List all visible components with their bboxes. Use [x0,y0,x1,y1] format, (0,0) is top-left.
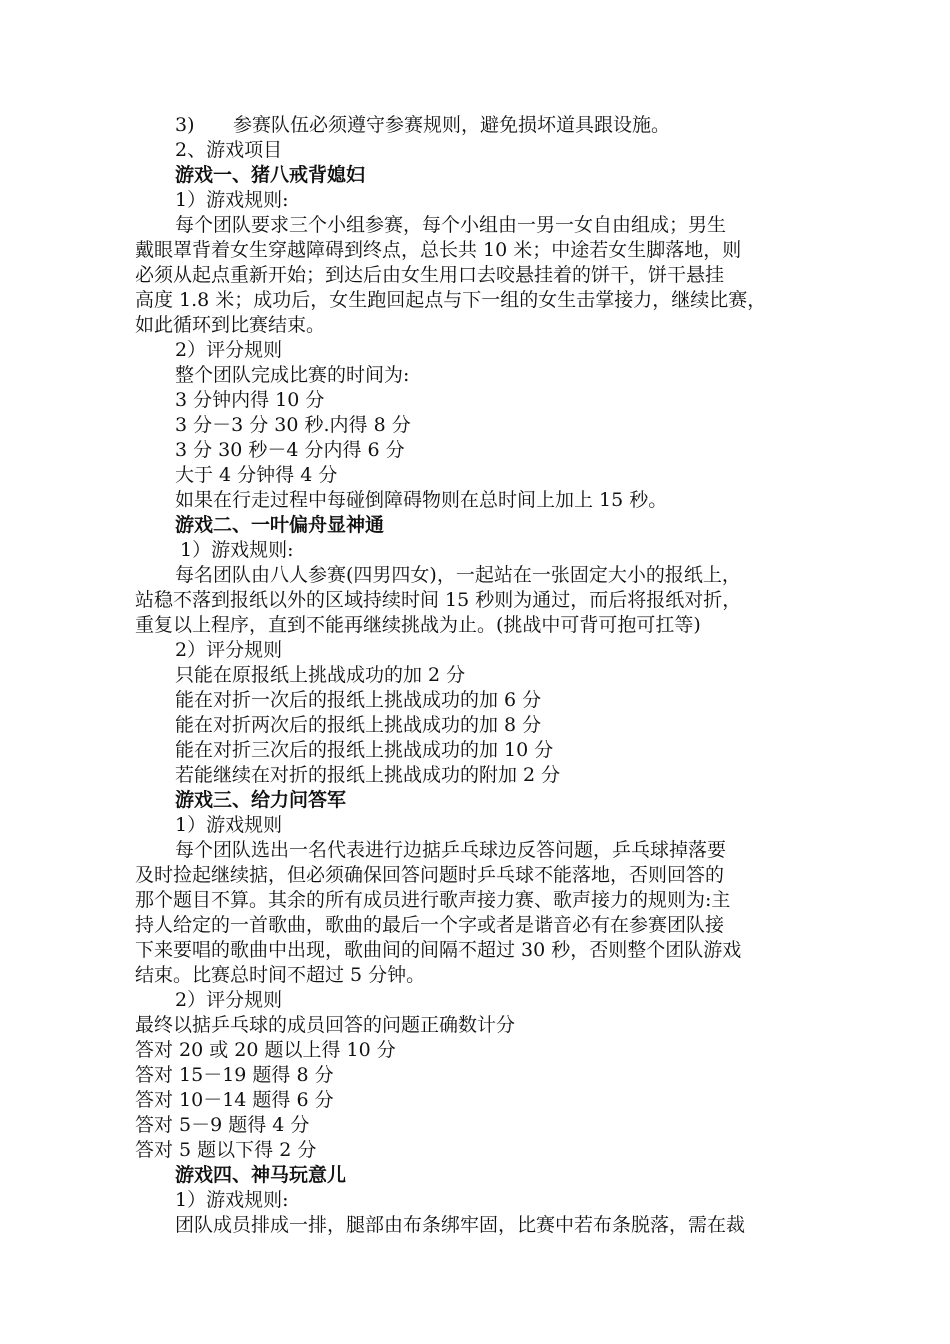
game-1-score-note: 如果在行走过程中每碰倒障碍物则在总时间上加上 15 秒。 [175,489,668,511]
game-3-score-item: 答对 10－14 题得 6 分 [135,1089,334,1111]
game-3-rules-heading: 1）游戏规则 [175,814,283,836]
game-3-rules-text-line: 下来要唱的歌曲中出现，歌曲间的间隔不超过 30 秒，否则整个团队游戏 [135,939,742,961]
game-4-rules-heading: 1）游戏规则: [175,1189,289,1211]
game-3-rules-text-line: 每个团队选出一名代表进行边掂乒乓球边反答问题，乒乓球掉落要 [175,839,727,861]
game-3-scoring-text: 最终以掂乒乓球的成员回答的问题正确数计分 [135,1014,516,1036]
game-1-rules-text-line: 戴眼罩背着女生穿越障碍到终点，总长共 10 米；中途若女生脚落地，则 [135,239,742,261]
game-2-score-item: 若能继续在对折的报纸上挑战成功的附加 2 分 [175,764,561,786]
game-1-score-item: 3 分－3 分 30 秒.内得 8 分 [175,414,411,436]
game-1-scoring-heading: 2）评分规则 [175,339,283,361]
game-2-rules-text-line: 站稳不落到报纸以外的区域持续时间 15 秒则为通过，而后将报纸对折， [135,589,742,611]
game-3-rules-text-line: 及时捡起继续掂，但必须确保回答问题时乒乓球不能落地，否则回答的 [135,864,725,886]
game-1-rules-heading: 1）游戏规则: [175,189,289,211]
game-1-rules-text-line: 必须从起点重新开始；到达后由女生用口去咬悬挂着的饼干，饼干悬挂 [135,264,725,286]
game-2-score-item: 能在对折一次后的报纸上挑战成功的加 6 分 [175,689,542,711]
game-1-score-item: 3 分钟内得 10 分 [175,389,325,411]
game-3-title: 游戏三、给力问答军 [175,789,347,811]
rule-item-3 [175,113,875,138]
game-3-score-item: 答对 20 或 20 题以上得 10 分 [135,1039,396,1061]
game-2-scoring-heading: 2）评分规则 [175,639,283,661]
game-3-rules-text-line: 持人给定的一首歌曲，歌曲的最后一个字或者是谐音必有在参赛团队接 [135,914,725,936]
rule-item-number: 3) [175,114,195,136]
game-1-score-item: 大于 4 分钟得 4 分 [175,464,338,486]
game-1-title: 游戏一、猪八戒背媳妇 [175,164,366,186]
game-2-title: 游戏二、一叶偏舟显神通 [175,514,385,536]
game-2-rules-text-line: 重复以上程序，直到不能再继续挑战为止。(挑战中可背可抱可扛等) [135,614,701,636]
game-3-score-item: 答对 5 题以下得 2 分 [135,1139,317,1161]
game-3-rules-text-line: 那个题目不算。其余的所有成员进行歌声接力赛、歌声接力的规则为:主 [135,889,731,911]
game-1-rules-text-line: 如此循环到比赛结束。 [135,314,326,336]
game-2-score-item: 只能在原报纸上挑战成功的加 2 分 [175,664,466,686]
game-4-title: 游戏四、神马玩意儿 [175,1164,347,1186]
game-2-score-item: 能在对折三次后的报纸上挑战成功的加 10 分 [175,739,554,761]
section-heading-game-items: 2、游戏项目 [175,139,283,161]
game-2-score-item: 能在对折两次后的报纸上挑战成功的加 8 分 [175,714,542,736]
game-3-scoring-heading: 2）评分规则 [175,989,283,1011]
game-2-rules-heading: 1）游戏规则: [180,539,294,561]
game-1-scoring-text: 整个团队完成比赛的时间为: [175,364,410,386]
rule-item-text: 参赛队伍必须遵守参赛规则，避免损坏道具跟设施。 [233,114,671,136]
game-3-score-item: 答对 5－9 题得 4 分 [135,1114,310,1136]
game-1-rules-text-line: 高度 1.8 米；成功后，女生跑回起点与下一组的女生击掌接力，继续比赛， [135,289,767,311]
game-1-rules-text-line: 每个团队要求三个小组参赛，每个小组由一男一女自由组成；男生 [175,214,727,236]
game-4-rules-text-line: 团队成员排成一排，腿部由布条绑牢固，比赛中若布条脱落，需在裁 [175,1214,746,1236]
game-1-score-item: 3 分 30 秒－4 分内得 6 分 [175,439,405,461]
game-3-score-item: 答对 15－19 题得 8 分 [135,1064,334,1086]
game-3-rules-text-line: 结束。比赛总时间不超过 5 分钟。 [135,964,426,986]
game-2-rules-text-line: 每名团队由八人参赛(四男四女)，一起站在一张固定大小的报纸上， [175,564,741,586]
